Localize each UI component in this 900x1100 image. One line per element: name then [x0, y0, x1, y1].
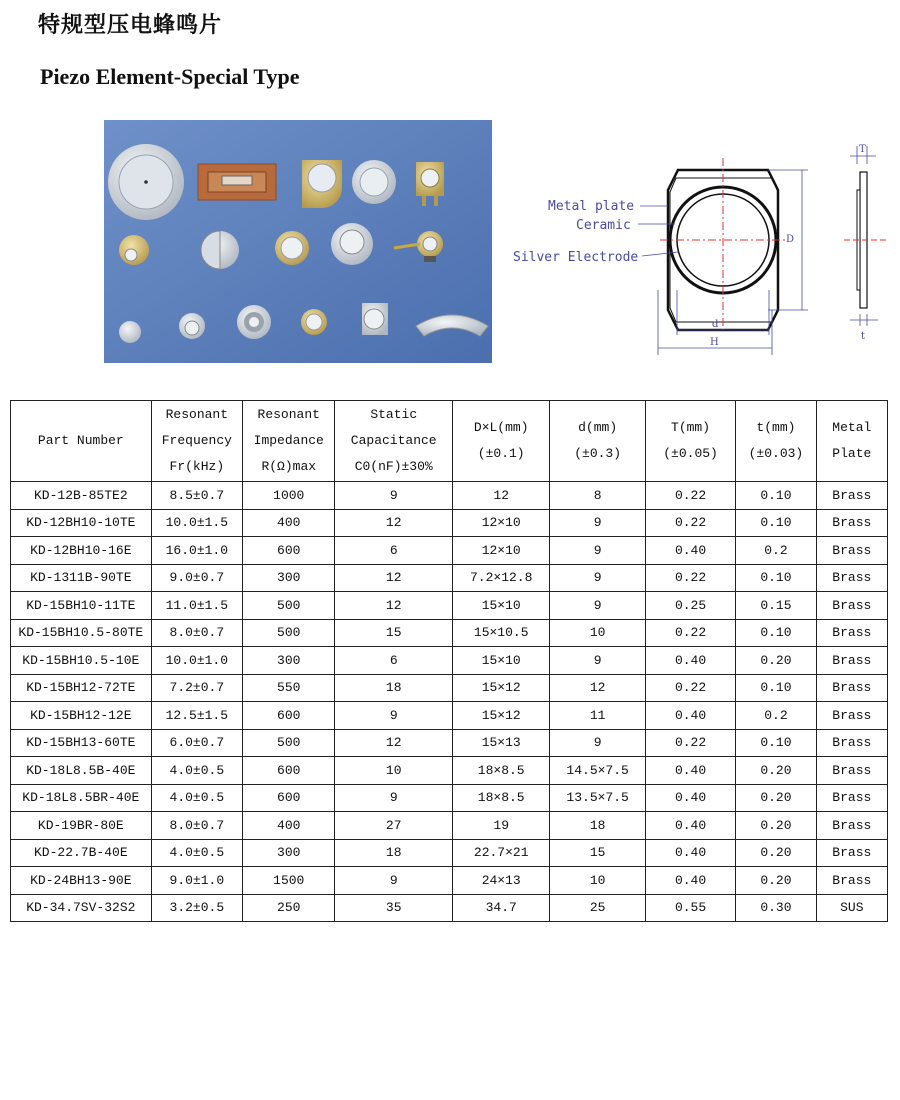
table-cell: 400 — [243, 509, 335, 537]
table-cell: 25 — [550, 894, 645, 922]
table-cell: 15 — [550, 839, 645, 867]
table-cell: 10 — [550, 867, 645, 895]
table-cell: 0.40 — [645, 784, 735, 812]
table-cell: 600 — [243, 537, 335, 565]
table-cell: Brass — [816, 812, 887, 840]
table-cell: 9 — [335, 867, 453, 895]
table-cell: KD-15BH13-60TE — [11, 729, 152, 757]
table-cell: 0.10 — [736, 674, 816, 702]
table-cell: KD-15BH12-12E — [11, 702, 152, 730]
table-cell: 0.22 — [645, 482, 735, 510]
column-header — [736, 401, 816, 482]
column-header-line: Part Number — [37, 433, 124, 448]
table-row — [11, 812, 888, 840]
table-cell: 9 — [550, 564, 645, 592]
square-notched-element — [362, 303, 388, 335]
table-cell: 10.0±1.5 — [151, 509, 242, 537]
table-row — [11, 537, 888, 565]
table-cell: 6 — [335, 647, 453, 675]
table-row — [11, 564, 888, 592]
table-cell: 600 — [243, 757, 335, 785]
tiny-disc — [119, 321, 141, 343]
table-row — [11, 867, 888, 895]
table-cell: KD-12BH10-10TE — [11, 509, 152, 537]
table-cell: 0.10 — [736, 482, 816, 510]
table-cell: 0.40 — [645, 839, 735, 867]
table-row — [11, 784, 888, 812]
table-cell: 0.40 — [645, 757, 735, 785]
table-cell: 9 — [550, 537, 645, 565]
column-header-line: D×L(mm) — [473, 420, 529, 435]
table-cell: KD-15BH10-11TE — [11, 592, 152, 620]
table-cell: 4.0±0.5 — [151, 839, 242, 867]
table-cell: Brass — [816, 647, 887, 675]
column-header-line: Plate — [832, 446, 872, 461]
table-cell: 9 — [335, 784, 453, 812]
table-cell: 12.5±1.5 — [151, 702, 242, 730]
table-cell: 0.20 — [736, 784, 816, 812]
table-cell: 10 — [550, 619, 645, 647]
table-cell: Brass — [816, 867, 887, 895]
table-cell: 0.2 — [736, 702, 816, 730]
table-cell: 0.25 — [645, 592, 735, 620]
d-shaped-element — [201, 231, 239, 269]
table-cell: 35 — [335, 894, 453, 922]
table-cell: 12×10 — [452, 509, 549, 537]
table-cell: 10 — [335, 757, 453, 785]
table-cell: KD-34.7SV-32S2 — [11, 894, 152, 922]
table-cell: KD-15BH12-72TE — [11, 674, 152, 702]
gold-ring-element — [301, 309, 327, 335]
table-cell: 9 — [550, 592, 645, 620]
table-cell: 14.5×7.5 — [550, 757, 645, 785]
table-cell: 0.30 — [736, 894, 816, 922]
table-cell: Brass — [816, 482, 887, 510]
table-cell: 0.22 — [645, 729, 735, 757]
column-header-line: Capacitance — [350, 433, 437, 448]
column-header-line: T(mm) — [671, 420, 711, 435]
table-cell: 600 — [243, 702, 335, 730]
side-view — [844, 144, 886, 342]
table-cell: 550 — [243, 674, 335, 702]
table-cell: 11 — [550, 702, 645, 730]
square-gold-element — [302, 160, 342, 208]
table-cell: 1500 — [243, 867, 335, 895]
table-cell: 4.0±0.5 — [151, 784, 242, 812]
table-cell: 15×13 — [452, 729, 549, 757]
table-cell: Brass — [816, 784, 887, 812]
table-cell: 0.10 — [736, 509, 816, 537]
table-cell: 300 — [243, 839, 335, 867]
table-row — [11, 674, 888, 702]
table-cell: 15×12 — [452, 702, 549, 730]
column-header — [11, 401, 152, 482]
round-electrode-disc — [352, 160, 396, 204]
column-header-line: Metal — [832, 420, 872, 435]
table-cell: 15×12 — [452, 674, 549, 702]
column-header-line: C0(nF)±30% — [354, 459, 433, 474]
dim-d-label: d — [712, 319, 719, 330]
table-cell: 7.2×12.8 — [452, 564, 549, 592]
table-cell: Brass — [816, 757, 887, 785]
column-header — [550, 401, 645, 482]
gold-disc-element — [275, 231, 309, 265]
table-cell: 11.0±1.5 — [151, 592, 242, 620]
column-header-line: Fr(kHz) — [169, 459, 225, 474]
table-cell: 0.20 — [736, 812, 816, 840]
table-cell: 13.5×7.5 — [550, 784, 645, 812]
table-cell: 9 — [550, 647, 645, 675]
table-cell: 12 — [335, 592, 453, 620]
table-cell: 0.22 — [645, 619, 735, 647]
table-row — [11, 894, 888, 922]
dim-D-label: D — [786, 234, 795, 245]
column-header-line: R(Ω)max — [261, 459, 317, 474]
column-header-line: Resonant — [257, 407, 320, 422]
table-cell: 0.22 — [645, 509, 735, 537]
dimension-diagram — [510, 140, 890, 370]
table-row — [11, 839, 888, 867]
page-title-english: Piezo Element-Special Type — [40, 64, 300, 89]
table-row — [11, 619, 888, 647]
table-cell: 0.40 — [645, 812, 735, 840]
column-header-line: d(mm) — [578, 420, 618, 435]
table-cell: KD-19BR-80E — [11, 812, 152, 840]
table-cell: 0.55 — [645, 894, 735, 922]
column-header-line: (±0.03) — [748, 446, 804, 461]
table-cell: 18 — [550, 812, 645, 840]
table-cell: 600 — [243, 784, 335, 812]
table-cell: Brass — [816, 509, 887, 537]
table-cell: 1000 — [243, 482, 335, 510]
column-header-line: Resonant — [165, 407, 229, 422]
table-row — [11, 757, 888, 785]
table-cell: 500 — [243, 592, 335, 620]
table-row — [11, 702, 888, 730]
cut-edge-disc — [331, 223, 373, 265]
table-cell: Brass — [816, 702, 887, 730]
front-view — [513, 158, 808, 355]
table-row — [11, 647, 888, 675]
table-cell: 6 — [335, 537, 453, 565]
table-row — [11, 509, 888, 537]
table-cell: 22.7×21 — [452, 839, 549, 867]
column-header — [335, 401, 453, 482]
table-row — [11, 729, 888, 757]
table-cell: 27 — [335, 812, 453, 840]
table-cell: Brass — [816, 729, 887, 757]
column-header-line: Frequency — [161, 433, 232, 448]
column-header-line: (±0.3) — [574, 446, 622, 461]
table-cell: Brass — [816, 619, 887, 647]
table-cell: 9 — [335, 482, 453, 510]
table-cell: 0.40 — [645, 867, 735, 895]
table-cell: Brass — [816, 839, 887, 867]
table-cell: KD-15BH10.5-10E — [11, 647, 152, 675]
table-cell: 500 — [243, 729, 335, 757]
column-header — [151, 401, 242, 482]
table-cell: 12×10 — [452, 537, 549, 565]
table-cell: 8 — [550, 482, 645, 510]
table-cell: 8.0±0.7 — [151, 812, 242, 840]
table-cell: KD-22.7B-40E — [11, 839, 152, 867]
table-cell: 24×13 — [452, 867, 549, 895]
table-cell: 0.22 — [645, 564, 735, 592]
table-cell: KD-12B-85TE2 — [11, 482, 152, 510]
notched-disc — [179, 313, 205, 339]
table-cell: Brass — [816, 674, 887, 702]
table-cell: 400 — [243, 812, 335, 840]
table-cell: Brass — [816, 592, 887, 620]
table-cell: KD-18L8.5BR-40E — [11, 784, 152, 812]
table-cell: 15×10 — [452, 592, 549, 620]
column-header-line: (±0.1) — [477, 446, 525, 461]
table-cell: 0.20 — [736, 647, 816, 675]
table-cell: 19 — [452, 812, 549, 840]
table-cell: 0.10 — [736, 729, 816, 757]
table-cell: KD-1311B-90TE — [11, 564, 152, 592]
column-header — [243, 401, 335, 482]
table-cell: 3.2±0.5 — [151, 894, 242, 922]
table-cell: 9.0±0.7 — [151, 564, 242, 592]
table-cell: 12 — [452, 482, 549, 510]
table-cell: 34.7 — [452, 894, 549, 922]
table-cell: 6.0±0.7 — [151, 729, 242, 757]
table-cell: 18 — [335, 674, 453, 702]
metal-plate-label: Metal plate — [548, 199, 635, 214]
table-cell: 0.10 — [736, 564, 816, 592]
dim-H-label: H — [710, 337, 719, 348]
table-cell: 0.22 — [645, 674, 735, 702]
table-cell: 18×8.5 — [452, 757, 549, 785]
table-cell: 0.2 — [736, 537, 816, 565]
table-cell: 15×10.5 — [452, 619, 549, 647]
table-cell: Brass — [816, 564, 887, 592]
table-cell: 4.0±0.5 — [151, 757, 242, 785]
table-cell: 16.0±1.0 — [151, 537, 242, 565]
dim-T-label: T — [859, 144, 866, 155]
table-cell: 15×10 — [452, 647, 549, 675]
table-header-row — [11, 401, 888, 482]
table-cell: SUS — [816, 894, 887, 922]
table-row — [11, 592, 888, 620]
product-photo — [104, 120, 492, 363]
column-header — [452, 401, 549, 482]
silver-electrode-label: Silver Electrode — [513, 250, 639, 265]
ceramic-label: Ceramic — [576, 218, 631, 233]
page-title-chinese: 特规型压电蜂鸣片 — [38, 13, 223, 38]
large-silver-disc — [108, 144, 184, 220]
table-cell: 0.20 — [736, 839, 816, 867]
ring-element — [237, 305, 271, 339]
table-cell: 7.2±0.7 — [151, 674, 242, 702]
table-cell: KD-24BH13-90E — [11, 867, 152, 895]
table-cell: 300 — [243, 564, 335, 592]
column-header-line: Static — [370, 407, 418, 422]
table-cell: 300 — [243, 647, 335, 675]
small-round-element — [119, 235, 149, 265]
table-cell: 18 — [335, 839, 453, 867]
table-cell: KD-18L8.5B-40E — [11, 757, 152, 785]
table-cell: 0.40 — [645, 537, 735, 565]
table-cell: 0.15 — [736, 592, 816, 620]
table-cell: 500 — [243, 619, 335, 647]
table-cell: 0.40 — [645, 702, 735, 730]
table-cell: 12 — [335, 564, 453, 592]
table-cell: KD-12BH10-16E — [11, 537, 152, 565]
table-row — [11, 482, 888, 510]
table-cell: 0.20 — [736, 867, 816, 895]
table-cell: 9.0±1.0 — [151, 867, 242, 895]
table-cell: 12 — [335, 729, 453, 757]
rectangular-copper-element — [198, 164, 276, 200]
table-cell: 0.40 — [645, 647, 735, 675]
column-header-line: (±0.05) — [663, 446, 718, 461]
column-header-line: Impedance — [253, 433, 324, 448]
table-cell: 15 — [335, 619, 453, 647]
table-cell: KD-15BH10.5-80TE — [11, 619, 152, 647]
table-cell: 12 — [550, 674, 645, 702]
table-cell: 18×8.5 — [452, 784, 549, 812]
table-cell: 8.0±0.7 — [151, 619, 242, 647]
table-cell: 10.0±1.0 — [151, 647, 242, 675]
spec-table — [10, 400, 888, 922]
table-cell: 8.5±0.7 — [151, 482, 242, 510]
dim-t-label: t — [861, 331, 866, 342]
table-cell: 9 — [550, 729, 645, 757]
table-cell: 0.20 — [736, 757, 816, 785]
table-cell: 0.10 — [736, 619, 816, 647]
table-cell: 250 — [243, 894, 335, 922]
column-header — [816, 401, 887, 482]
table-cell: 9 — [550, 509, 645, 537]
column-header — [645, 401, 735, 482]
column-header-line: t(mm) — [756, 420, 796, 435]
table-cell: 12 — [335, 509, 453, 537]
table-cell: 9 — [335, 702, 453, 730]
table-cell: Brass — [816, 537, 887, 565]
